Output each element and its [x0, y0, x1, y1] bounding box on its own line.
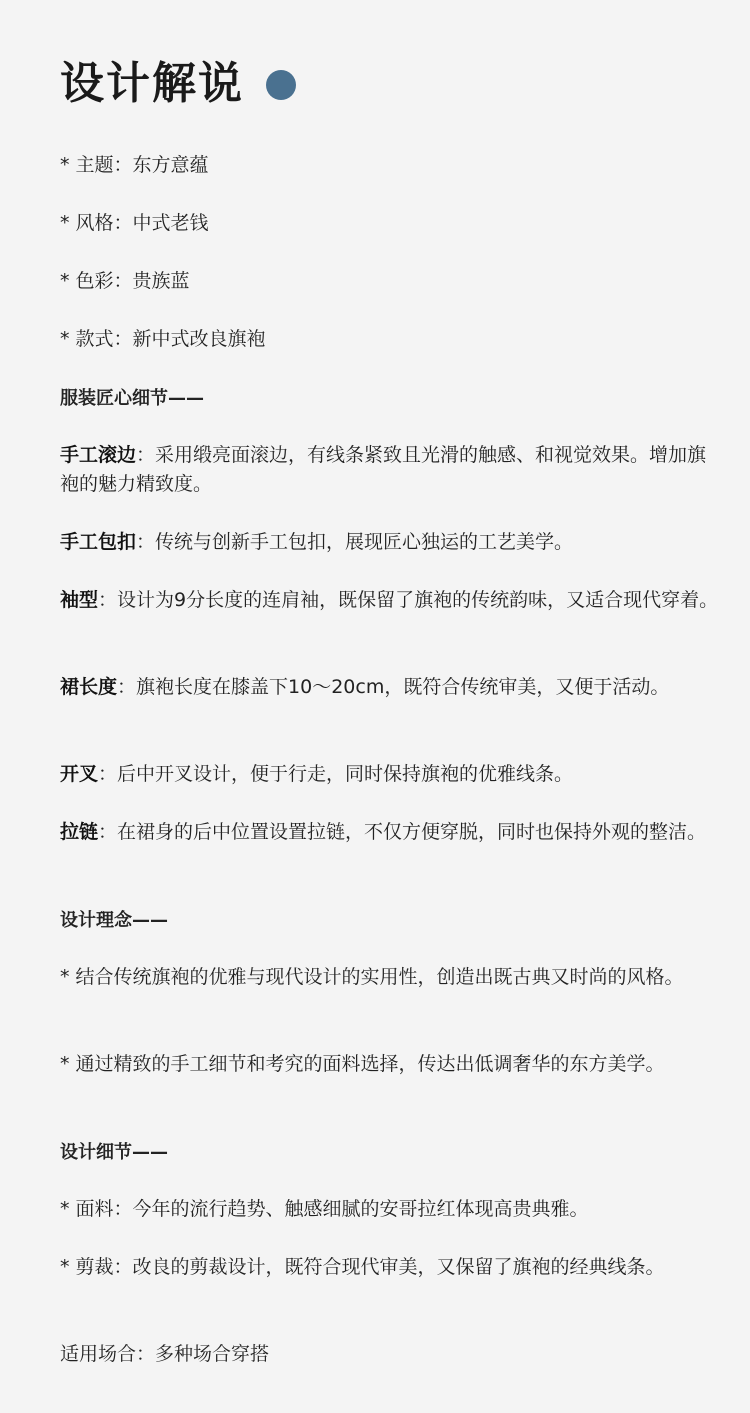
detail-text: ：在裙身的后中位置设置拉链，不仅方便穿脱，同时也保持外观的整洁。 — [98, 821, 707, 843]
design-details-heading: 设计细节—— — [60, 1142, 168, 1163]
detail-text: ：采用缎亮面滚边，有线条紧致且光滑的触感、和视觉效果。增加旗袍的魅力精致度。 — [60, 444, 707, 495]
concept-item: * 结合传统旗袍的优雅与现代设计的实用性，创造出既古典又时尚的风格。 — [60, 966, 684, 988]
detail-text: ：旗袍长度在膝盖下10～20cm，既符合传统审美，又便于活动。 — [117, 676, 670, 698]
detail-item — [60, 818, 720, 847]
detail-text: ：后中开叉设计，便于行走，同时保持旗袍的优雅线条。 — [98, 763, 574, 785]
detail-item — [60, 441, 720, 499]
page-title: 设计解说 — [60, 58, 244, 109]
intro-style: * 风格：中式老钱 — [60, 212, 209, 234]
title-row — [60, 56, 296, 112]
detail-label: 拉链 — [60, 821, 99, 843]
detail-label: 手工滚边 — [60, 444, 137, 466]
title-dot-icon — [266, 70, 296, 100]
intro-color: * 色彩：贵族蓝 — [60, 270, 190, 292]
details-heading: 服装匠心细节—— — [60, 388, 204, 409]
detail-label: 开叉 — [60, 763, 99, 785]
detail-item — [60, 673, 720, 702]
detail-item — [60, 760, 720, 789]
detail-text: ：传统与创新手工包扣，展现匠心独运的工艺美学。 — [136, 531, 574, 553]
detail-label: 袖型 — [60, 589, 99, 611]
concept-heading: 设计理念—— — [60, 910, 168, 931]
detail-label: 手工包扣 — [60, 531, 137, 553]
detail-item — [60, 586, 720, 615]
occasion-text: 适用场合：多种场合穿搭 — [60, 1343, 270, 1365]
intro-model: * 款式：新中式改良旗袍 — [60, 328, 266, 350]
detail-item — [60, 528, 720, 557]
intro-theme: * 主题：东方意蕴 — [60, 154, 209, 176]
design-detail-item: * 剪裁：改良的剪裁设计，既符合现代审美，又保留了旗袍的经典线条。 — [60, 1256, 665, 1278]
design-detail-item: * 面料：今年的流行趋势、触感细腻的安哥拉红体现高贵典雅。 — [60, 1198, 589, 1220]
detail-label: 裙长度 — [60, 676, 118, 698]
concept-item: * 通过精致的手工细节和考究的面料选择，传达出低调奢华的东方美学。 — [60, 1053, 665, 1075]
detail-text: ：设计为9分长度的连肩袖，既保留了旗袍的传统韵味，又适合现代穿着。 — [98, 589, 719, 611]
